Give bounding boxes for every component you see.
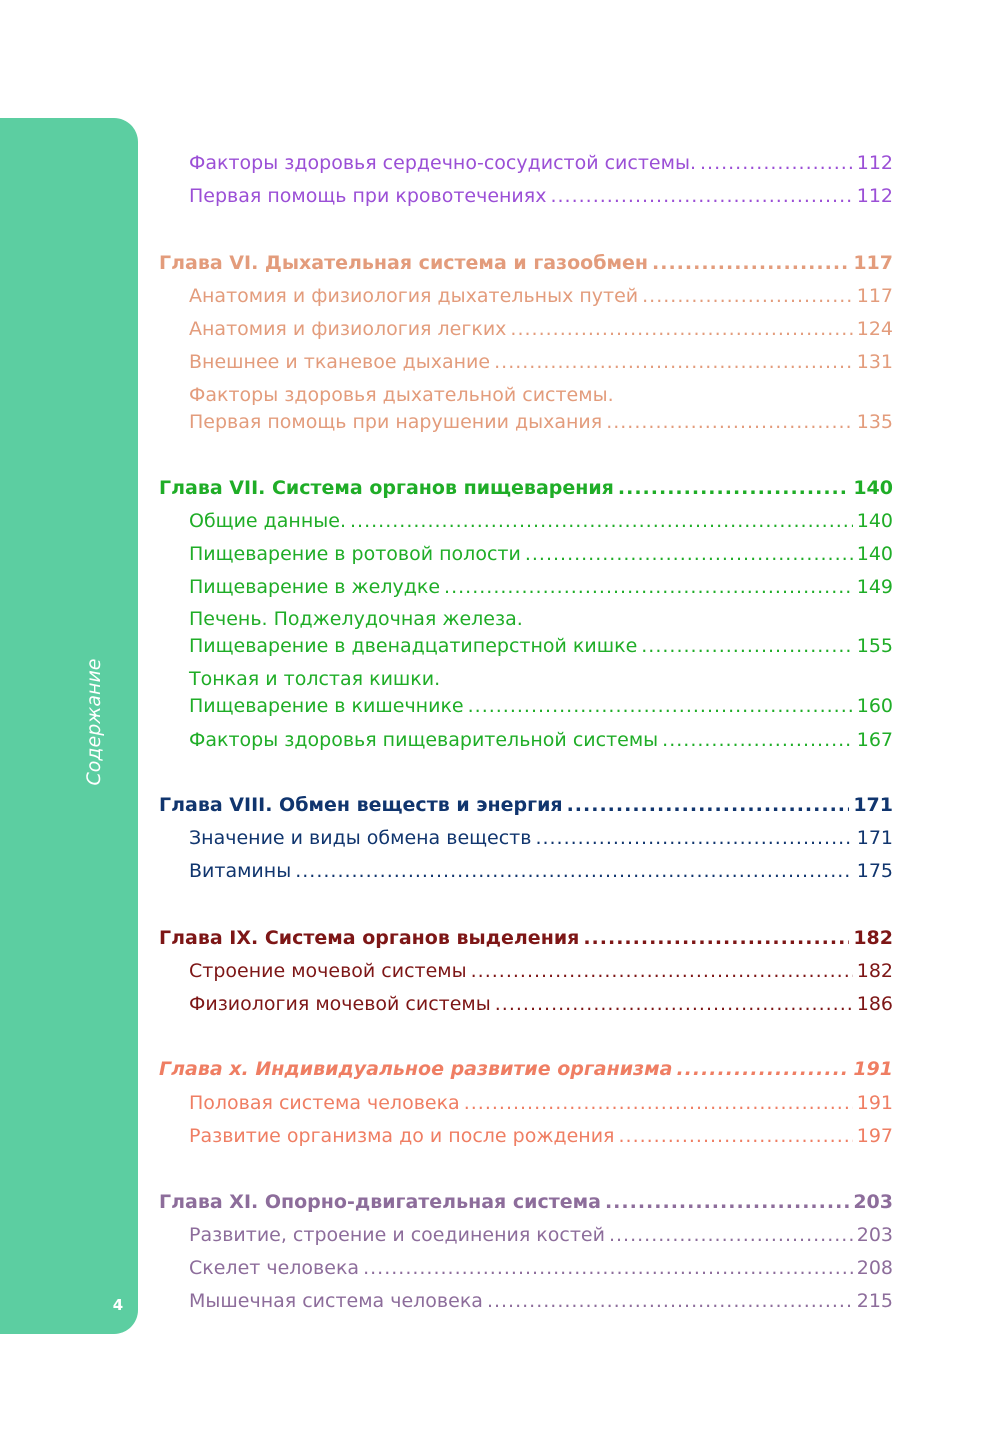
toc-entry[interactable] <box>189 575 893 599</box>
toc-entry-page: 140 <box>856 543 893 565</box>
toc-entry[interactable] <box>189 184 893 208</box>
dot-leader <box>676 1057 849 1081</box>
dot-leader <box>495 992 853 1016</box>
toc-entry[interactable] <box>189 859 893 883</box>
toc-chapter-page: 182 <box>853 927 893 949</box>
toc-entry-page: 155 <box>856 635 893 657</box>
dot-leader <box>468 694 853 718</box>
dot-leader <box>510 317 852 341</box>
toc-entry[interactable] <box>189 728 893 752</box>
toc-entry-page: 149 <box>856 576 893 598</box>
toc-entry[interactable] <box>189 1124 893 1148</box>
toc-entry-page: 117 <box>856 285 893 307</box>
toc-entry-page: 175 <box>856 860 893 882</box>
dot-leader <box>662 728 853 752</box>
toc-entry[interactable] <box>189 410 893 434</box>
dot-leader <box>641 634 852 658</box>
toc-entry-title: Развитие организма до и после рождения <box>189 1125 615 1147</box>
toc-entry-title: Пищеварение в желудке <box>189 576 441 598</box>
toc-entry[interactable] <box>189 350 893 374</box>
dot-leader <box>652 251 849 275</box>
toc-entry[interactable] <box>189 694 893 718</box>
sidebar-section-label: Содержание <box>83 658 105 786</box>
dot-leader <box>567 793 850 817</box>
toc-entry-title: Анатомия и физиология дыхательных путей <box>189 285 639 307</box>
toc-entry[interactable] <box>189 1223 893 1247</box>
toc-entry-title: Пищеварение в кишечнике <box>189 695 464 717</box>
dot-leader <box>464 1091 853 1115</box>
toc-entry[interactable] <box>189 1256 893 1280</box>
toc-entry-page: 182 <box>856 960 893 982</box>
toc-entry-title: Факторы здоровья пищеварительной системы <box>189 729 659 751</box>
toc-entry[interactable] <box>189 992 893 1016</box>
toc-entry-page: 171 <box>856 827 893 849</box>
toc-entry[interactable] <box>189 634 893 658</box>
toc-chapter[interactable] <box>159 1057 893 1081</box>
toc-entry-title: Первая помощь при кровотечениях <box>189 185 547 207</box>
toc-entry-page: 208 <box>856 1257 893 1279</box>
toc-chapter-page: 203 <box>853 1191 893 1213</box>
toc-chapter-title: Глава IX. Система органов выделения <box>159 927 580 949</box>
toc-chapter[interactable] <box>159 476 893 500</box>
dot-leader <box>350 509 853 533</box>
toc-entry-title: Развитие, строение и соединения костей <box>189 1224 605 1246</box>
dot-leader <box>494 350 853 374</box>
toc-entry[interactable] <box>189 1289 893 1313</box>
toc-chapter-page: 171 <box>853 794 893 816</box>
toc-entry-page: 124 <box>856 318 893 340</box>
toc-entry[interactable] <box>189 1091 893 1115</box>
toc-entry-page: 191 <box>856 1092 893 1114</box>
toc-entry-page: 140 <box>856 510 893 532</box>
toc-entry-page: 131 <box>856 351 893 373</box>
toc-entry-title: Внешнее и тканевое дыхание <box>189 351 491 373</box>
dot-leader <box>444 575 853 599</box>
toc-chapter[interactable] <box>159 1190 893 1214</box>
toc-chapter-page: 140 <box>853 477 893 499</box>
dot-leader <box>535 826 852 850</box>
toc-entry[interactable] <box>189 826 893 850</box>
toc-entry-first-line <box>189 383 893 407</box>
toc-chapter-page: 117 <box>853 252 893 274</box>
toc-entry-page: 203 <box>856 1224 893 1246</box>
dot-leader <box>618 476 849 500</box>
toc-chapter-title: Глава x. Индивидуальное развитие организма <box>159 1058 673 1080</box>
dot-leader <box>606 410 853 434</box>
toc-chapter-page: 191 <box>853 1058 893 1080</box>
toc-entry-page: 112 <box>856 185 893 207</box>
toc-entry-page: 197 <box>856 1125 893 1147</box>
toc-chapter[interactable] <box>159 251 893 275</box>
toc-entry-title: Мышечная система человека <box>189 1290 483 1312</box>
toc-entry-title: Факторы здоровья сердечно-сосудистой системы. <box>189 152 696 174</box>
toc-entry-title: Строение мочевой системы <box>189 960 467 982</box>
toc-entry-title: Пищеварение в двенадцатиперстной кишке <box>189 635 638 657</box>
toc-entry-title: Факторы здоровья дыхательной системы. <box>189 384 614 406</box>
toc-entry-page: 112 <box>856 152 893 174</box>
toc-entry-title: Пищеварение в ротовой полости <box>189 543 521 565</box>
toc-entry-title: Анатомия и физиология легких <box>189 318 507 340</box>
toc-entry-title: Половая система человека <box>189 1092 460 1114</box>
page-number: 4 <box>112 1296 124 1314</box>
toc-entry-title: Печень. Поджелудочная железа. <box>189 608 523 630</box>
toc-entry-title: Витамины <box>189 860 292 882</box>
toc-entry-page: 135 <box>856 411 893 433</box>
toc-chapter-title: Глава VI. Дыхательная система и газообмен <box>159 252 649 274</box>
dot-leader <box>605 1190 849 1214</box>
toc-entry-page: 215 <box>856 1290 893 1312</box>
toc-chapter-title: Глава VII. Система органов пищеварения <box>159 477 614 499</box>
dot-leader <box>642 284 853 308</box>
toc-entry-first-line <box>189 607 893 631</box>
toc-entry[interactable] <box>189 317 893 341</box>
toc-entry-title: Тонкая и толстая кишки. <box>189 668 441 690</box>
toc-chapter[interactable] <box>159 793 893 817</box>
toc-chapter[interactable] <box>159 926 893 950</box>
dot-leader <box>583 926 849 950</box>
dot-leader <box>295 859 853 883</box>
toc-entry-title: Общие данные. <box>189 510 347 532</box>
dot-leader <box>363 1256 853 1280</box>
toc-entry[interactable] <box>189 542 893 566</box>
toc-entry-page: 160 <box>856 695 893 717</box>
toc-entry-page: 167 <box>856 729 893 751</box>
dot-leader <box>471 959 853 983</box>
toc-entry-first-line <box>189 667 893 691</box>
toc-entry-title: Первая помощь при нарушении дыхания <box>189 411 603 433</box>
toc-entry[interactable] <box>189 959 893 983</box>
dot-leader <box>550 184 852 208</box>
toc-entry-title: Физиология мочевой системы <box>189 993 491 1015</box>
dot-leader <box>618 1124 852 1148</box>
toc-chapter-title: Глава VIII. Обмен веществ и энергия <box>159 794 563 816</box>
toc-entry-title: Скелет человека <box>189 1257 360 1279</box>
dot-leader <box>700 151 853 175</box>
dot-leader <box>487 1289 853 1313</box>
toc-entry-title: Значение и виды обмена веществ <box>189 827 532 849</box>
toc-entry[interactable] <box>189 151 893 175</box>
dot-leader <box>609 1223 853 1247</box>
dot-leader <box>525 542 853 566</box>
toc-chapter-title: Глава XI. Опорно-двигательная система <box>159 1191 601 1213</box>
toc-entry[interactable] <box>189 284 893 308</box>
toc-entry[interactable] <box>189 509 893 533</box>
toc-entry-page: 186 <box>856 993 893 1015</box>
